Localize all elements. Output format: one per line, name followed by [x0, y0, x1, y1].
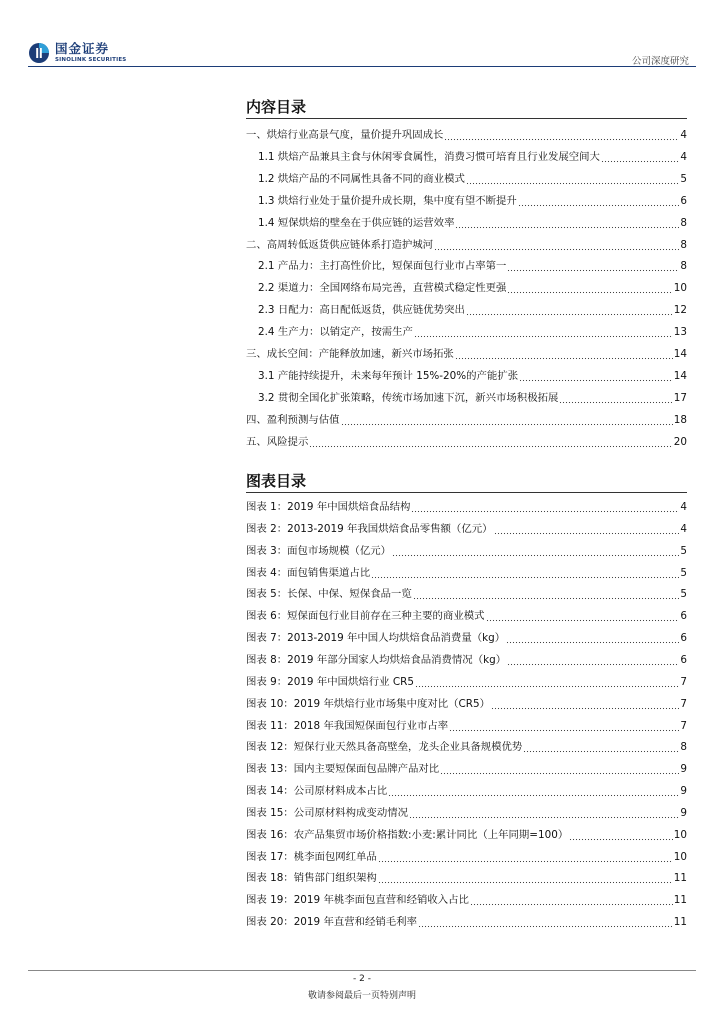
figure-entry-page: 6 [680, 632, 687, 645]
figure-entry[interactable] [246, 888, 687, 906]
figure-entry-title: 图表 11：2018 年我国短保面包行业市占率 [246, 719, 449, 732]
figure-entry-page: 5 [680, 566, 687, 579]
figure-entry[interactable] [246, 735, 687, 753]
figure-list-heading-rule [246, 492, 687, 493]
dot-leader [601, 151, 679, 163]
figure-entry-title: 图表 5：长保、中保、短保食品一览 [246, 588, 412, 601]
toc-entry-title: 五、风险提示 [246, 435, 309, 448]
toc-heading-rule [246, 118, 687, 119]
figure-entry[interactable] [246, 495, 687, 513]
toc-entry[interactable] [258, 276, 687, 294]
dot-leader [378, 872, 673, 884]
dot-leader [466, 304, 673, 316]
figure-entry-title: 图表 19：2019 年桃李面包直营和经销收入占比 [246, 894, 469, 907]
toc-entry-page: 18 [673, 413, 687, 426]
dot-leader [418, 916, 673, 928]
figure-entry[interactable] [246, 779, 687, 797]
dot-leader [507, 282, 672, 294]
figure-entry-title: 图表 7：2013-2019 年中国人均烘焙食品消费量（kg） [246, 632, 506, 645]
dot-leader [415, 676, 679, 688]
figure-entry-page: 10 [673, 828, 687, 841]
figure-entry[interactable] [246, 866, 687, 884]
toc-entry-page: 8 [680, 238, 687, 251]
logo-chinese-name: 国金证券 [55, 41, 110, 56]
figure-entry-title: 图表 3：面包市场规模（亿元） [246, 544, 391, 557]
figure-entry[interactable] [246, 692, 687, 710]
dot-leader [455, 217, 679, 229]
figure-entry-title: 图表 14：公司原材料成本占比 [246, 785, 388, 798]
dot-leader [486, 610, 680, 622]
figure-entry-page: 8 [680, 741, 687, 754]
figure-entry-title: 图表 6：短保面包行业目前存在三种主要的商业模式 [246, 610, 485, 623]
figure-entry-title: 图表 20：2019 年直营和经销毛利率 [246, 916, 417, 929]
dot-leader [507, 260, 679, 272]
figure-entry-page: 6 [680, 610, 687, 623]
toc-entry-title: 1.2 烘焙产品的不同属性具备不同的商业模式 [258, 172, 465, 185]
toc-entry-page: 4 [680, 150, 687, 163]
page-header [0, 0, 724, 70]
toc-entry[interactable] [246, 408, 687, 426]
dot-leader [414, 326, 673, 338]
toc-entry-title: 1.1 烘焙产品兼具主食与休闲零食属性，消费习惯可培育且行业发展空间大 [258, 150, 600, 163]
figure-entry-page: 9 [680, 785, 687, 798]
figure-entry[interactable] [246, 823, 687, 841]
figure-entry-page: 6 [680, 653, 687, 666]
figure-list-heading: 图表目录 [246, 472, 307, 490]
figure-entry-page: 4 [680, 522, 687, 535]
dot-leader [569, 829, 673, 841]
figure-entry-title: 图表 9：2019 年中国烘焙行业 CR5 [246, 675, 414, 688]
toc-entry-title: 3.2 贯彻全国化扩张策略，传统市场加速下沉，新兴市场积极拓展 [258, 391, 559, 404]
toc-entry-title: 3.1 产能持续提升，未来每年预计 15%-20%的产能扩张 [258, 369, 519, 382]
toc-entry-page: 17 [673, 391, 687, 404]
dot-leader [491, 698, 679, 710]
figure-entry-title: 图表 18：销售部门组织架构 [246, 872, 377, 885]
toc-entry[interactable] [258, 320, 687, 338]
figure-entry-page: 5 [680, 588, 687, 601]
dot-leader [455, 348, 673, 360]
figure-entry-page: 11 [673, 894, 687, 907]
toc-entry[interactable] [258, 167, 687, 185]
figure-entry-title: 图表 12：短保行业天然具备高壁垒，龙头企业具备规模优势 [246, 741, 523, 754]
figure-entry[interactable] [246, 517, 687, 535]
toc-entry-title: 四、盈利预测与估值 [246, 413, 340, 426]
toc-entry-title: 三、成长空间：产能释放加速，新兴市场拓张 [246, 348, 454, 360]
figure-entry-page: 11 [673, 872, 687, 885]
toc-entry[interactable] [246, 430, 687, 448]
figure-entry[interactable] [246, 648, 687, 666]
dot-leader [559, 392, 672, 404]
dot-leader [309, 436, 672, 448]
toc-entry-title: 2.1 产品力：主打高性价比，短保面包行业市占率第一 [258, 260, 507, 273]
toc-entry-page: 4 [680, 129, 687, 141]
footer-disclaimer: 敬请参阅最后一页特别声明 [307, 991, 416, 1001]
figure-entry[interactable] [246, 670, 687, 688]
dot-leader [494, 523, 680, 535]
dot-leader [466, 173, 680, 185]
header-divider [28, 66, 696, 67]
figure-entry-title: 图表 8：2019 年部分国家人均烘焙食品消费情况（kg） [246, 653, 507, 666]
toc-entry-page: 13 [673, 326, 687, 339]
figure-entry[interactable] [246, 801, 687, 819]
figure-entry-page: 7 [680, 697, 687, 710]
toc-entry-page: 5 [680, 172, 687, 185]
toc-entry-page: 14 [673, 348, 687, 360]
logo-english-name: SINOLINK SECURITIES [55, 56, 127, 63]
figure-entry[interactable] [246, 910, 687, 928]
toc-entry-title: 2.2 渠道力：全国网络布局完善，直营模式稳定性更强 [258, 282, 507, 295]
toc-entry[interactable] [258, 211, 687, 229]
figure-entry-title: 图表 16：农产品集贸市场价格指数:小麦:累计同比（上年同期=100） [246, 828, 569, 841]
toc-entry-page: 6 [680, 194, 687, 207]
sinolink-logo-icon [28, 42, 50, 64]
figure-entry[interactable] [246, 626, 687, 644]
toc-entry-title: 2.3 日配力：高日配低返货，供应链优势突出 [258, 304, 465, 317]
figure-entry-page: 9 [680, 806, 687, 819]
dot-leader [519, 370, 673, 382]
figure-entry[interactable] [246, 845, 687, 863]
figure-entry[interactable] [246, 582, 687, 600]
toc-entry[interactable] [246, 123, 687, 141]
dot-leader [523, 741, 679, 753]
toc-entry[interactable] [246, 342, 687, 360]
dot-leader [371, 567, 679, 579]
figure-entry-title: 图表 17：桃李面包网红单品 [246, 850, 377, 863]
figure-entry-title: 图表 4：面包销售渠道占比 [246, 566, 371, 579]
dot-leader [378, 851, 673, 863]
dot-leader [341, 414, 673, 426]
footer-divider [28, 970, 696, 971]
figure-entry[interactable] [246, 561, 687, 579]
toc-entry[interactable] [258, 189, 687, 207]
toc-entry-page: 8 [680, 216, 687, 229]
dot-leader [434, 239, 679, 251]
toc-entry-title: 2.4 生产力：以销定产，按需生产 [258, 326, 413, 339]
dot-leader [413, 588, 680, 600]
page-number: - 2 - [353, 974, 371, 984]
dot-leader [506, 632, 679, 644]
toc-entry[interactable] [258, 386, 687, 404]
toc-entry-page: 14 [673, 369, 687, 382]
figure-entry-page: 5 [680, 544, 687, 557]
company-logo [28, 42, 126, 64]
figure-entry-page: 4 [680, 501, 687, 513]
dot-leader [518, 195, 680, 207]
toc-entry-title: 1.4 短保烘焙的壁垒在于供应链的运营效率 [258, 216, 455, 229]
dot-leader [411, 501, 679, 513]
figure-entry-title: 图表 10：2019 年烘焙行业市场集中度对比（CR5） [246, 697, 490, 710]
figure-entry-page: 7 [680, 675, 687, 688]
dot-leader [388, 785, 679, 797]
toc-entry[interactable] [258, 364, 687, 382]
toc-entry-page: 12 [673, 304, 687, 317]
figure-entry[interactable] [246, 714, 687, 732]
toc-entry[interactable] [258, 298, 687, 316]
toc-entry[interactable] [246, 233, 687, 251]
figure-entry-page: 7 [680, 719, 687, 732]
toc-entry[interactable] [258, 145, 687, 163]
dot-leader [409, 807, 679, 819]
figure-entry-page: 9 [680, 763, 687, 776]
figure-entry-title: 图表 15：公司原材料构成变动情况 [246, 806, 408, 819]
toc-entry-title: 1.3 烘焙行业处于量价提升成长期，集中度有望不断提升 [258, 194, 517, 207]
toc-entry-title: 一、烘焙行业高景气度，量价提升巩固成长 [246, 129, 444, 141]
figure-entry[interactable] [246, 604, 687, 622]
figure-entry-title: 图表 1：2019 年中国烘焙食品结构 [246, 501, 411, 513]
toc-entry-page: 20 [673, 435, 687, 448]
dot-leader [440, 763, 679, 775]
dot-leader [444, 129, 679, 141]
toc-entry-title: 二、高周转低返货供应链体系打造护城河 [246, 238, 434, 251]
toc-entry[interactable] [258, 254, 687, 272]
figure-entry[interactable] [246, 539, 687, 557]
figure-entry-title: 图表 13：国内主要短保面包品牌产品对比 [246, 763, 440, 776]
figure-entry-page: 10 [673, 850, 687, 863]
dot-leader [449, 720, 679, 732]
dot-leader [392, 545, 679, 557]
toc-heading: 内容目录 [246, 98, 307, 116]
dot-leader [507, 654, 679, 666]
toc-entry-page: 10 [673, 282, 687, 295]
figure-entry-title: 图表 2：2013-2019 年我国烘焙食品零售额（亿元） [246, 522, 493, 535]
toc-entry-page: 8 [680, 260, 687, 273]
figure-entry-page: 11 [673, 916, 687, 929]
dot-leader [470, 894, 673, 906]
figure-entry[interactable] [246, 757, 687, 775]
report-type-label: 公司深度研究 [631, 56, 689, 67]
